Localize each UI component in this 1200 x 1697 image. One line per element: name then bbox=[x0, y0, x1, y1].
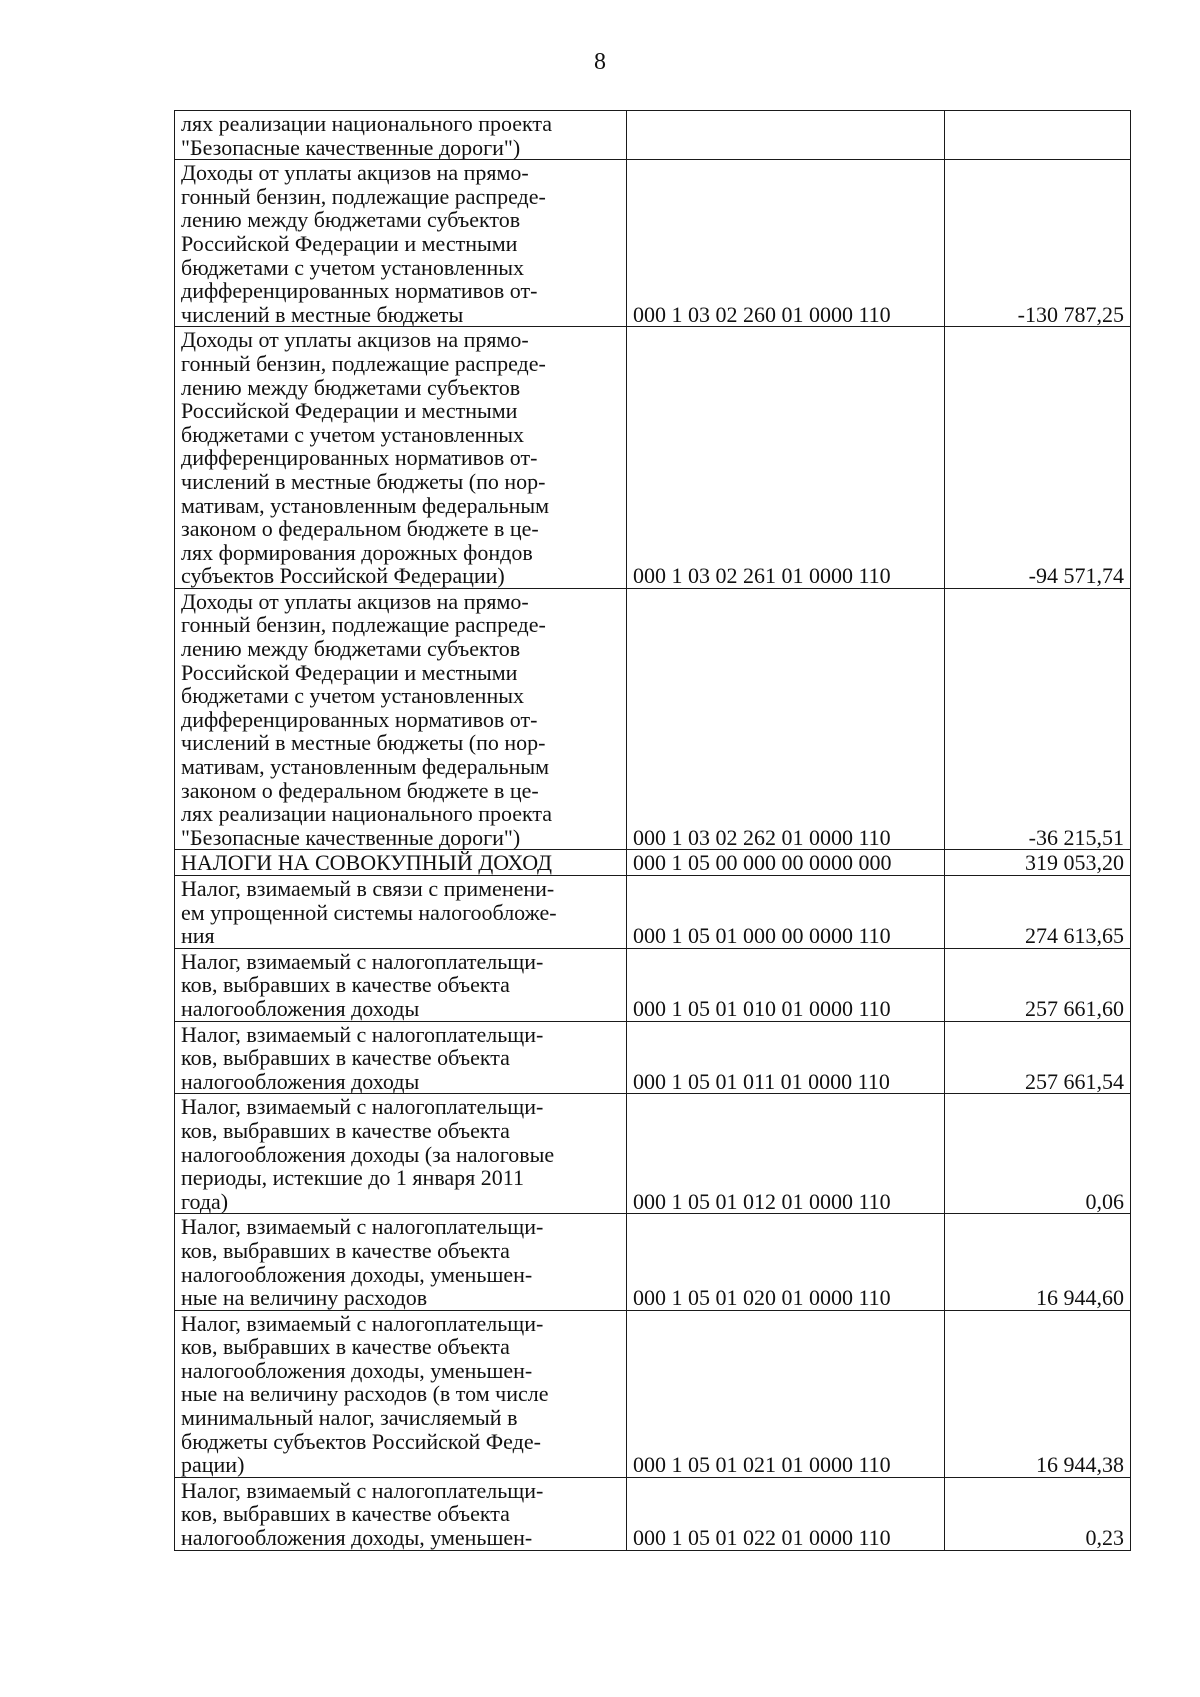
revenue-name-line: законом о федеральном бюджете в це- bbox=[181, 516, 539, 542]
revenue-name-line: Налог, взимаемый с налогоплательщи- bbox=[181, 1021, 544, 1047]
budget-code-cell: 000 1 05 01 011 01 0000 110 bbox=[627, 1021, 945, 1094]
revenue-name-line: ков, выбравших в качестве объекта bbox=[181, 1117, 510, 1143]
table-row bbox=[175, 1214, 1131, 1310]
revenue-name-line: ные на величину расходов bbox=[181, 1285, 428, 1311]
revenue-name-line: бюджетами с учетом установленных bbox=[181, 421, 524, 447]
revenue-name-line: Налог, взимаемый с налогоплательщи- bbox=[181, 1094, 544, 1120]
revenue-name-line: Российской Федерации и местными bbox=[181, 659, 518, 685]
budget-code-cell: 000 1 03 02 261 01 0000 110 bbox=[627, 327, 945, 589]
revenue-name-line: дифференцированных нормативов от- bbox=[181, 706, 538, 732]
revenue-name-line: бюджеты субъектов Российской Феде- bbox=[181, 1428, 541, 1454]
amount-cell: 274 613,65 bbox=[945, 876, 1131, 949]
amount-cell: 16 944,38 bbox=[945, 1310, 1131, 1477]
revenue-name-line: периоды, истекшие до 1 января 2011 bbox=[181, 1165, 524, 1191]
budget-code-cell: 000 1 05 01 022 01 0000 110 bbox=[627, 1477, 945, 1550]
amount-cell: -36 215,51 bbox=[945, 588, 1131, 850]
revenue-name-line: "Безопасные качественные дороги") bbox=[181, 824, 521, 850]
revenue-name-line: лению между бюджетами субъектов bbox=[181, 636, 521, 662]
revenue-name-line: Налог, взимаемый с налогоплательщи- bbox=[181, 1310, 544, 1336]
amount-cell: 0,23 bbox=[945, 1477, 1131, 1550]
revenue-name-line: числений в местные бюджеты (по нор- bbox=[181, 730, 546, 756]
revenue-name-line: Доходы от уплаты акцизов на прямо- bbox=[181, 588, 529, 614]
revenue-name-line: ем упрощенной системы налогообложе- bbox=[181, 899, 557, 925]
revenue-name-cell bbox=[175, 1094, 627, 1214]
revenue-name-line: лях реализации национального проекта bbox=[181, 111, 553, 136]
revenue-name-line: ков, выбравших в качестве объекта bbox=[181, 1237, 510, 1263]
amount-cell: 319 053,20 bbox=[945, 850, 1131, 876]
revenue-name-line: числений в местные бюджеты (по нор- bbox=[181, 468, 546, 494]
revenue-name-cell bbox=[175, 588, 627, 850]
budget-code-cell: 000 1 05 01 021 01 0000 110 bbox=[627, 1310, 945, 1477]
revenue-name-line: гонный бензин, подлежащие распреде- bbox=[181, 612, 546, 638]
revenue-name-line: лению между бюджетами субъектов bbox=[181, 207, 521, 233]
table-row bbox=[175, 876, 1131, 949]
revenue-name-line: ния bbox=[181, 923, 215, 949]
table-row bbox=[175, 327, 1131, 589]
revenue-name-line: дифференцированных нормативов от- bbox=[181, 445, 538, 471]
revenue-name-line: лях реализации национального проекта bbox=[181, 801, 553, 827]
budget-code-cell bbox=[627, 111, 945, 160]
revenue-name-cell bbox=[175, 327, 627, 589]
revenue-name-line: мативам, установленным федеральным bbox=[181, 492, 550, 518]
revenue-name-line: бюджетами с учетом установленных bbox=[181, 254, 524, 280]
revenue-table-body bbox=[175, 111, 1131, 1551]
revenue-name-line: дифференцированных нормативов от- bbox=[181, 278, 538, 304]
revenue-name-line: минимальный налог, зачисляемый в bbox=[181, 1405, 518, 1431]
revenue-name-line: мативам, установленным федеральным bbox=[181, 754, 550, 780]
revenue-name-line: Российской Федерации и местными bbox=[181, 398, 518, 424]
revenue-name-line: "Безопасные качественные дороги") bbox=[181, 134, 521, 160]
revenue-name-line: гонный бензин, подлежащие распреде- bbox=[181, 183, 546, 209]
revenue-name-line: ков, выбравших в качестве объекта bbox=[181, 972, 510, 998]
amount-cell: 16 944,60 bbox=[945, 1214, 1131, 1310]
revenue-name-cell bbox=[175, 1021, 627, 1094]
revenue-name-line: Налог, взимаемый в связи с применени- bbox=[181, 876, 555, 901]
budget-code-cell: 000 1 03 02 262 01 0000 110 bbox=[627, 588, 945, 850]
revenue-name-line: рации) bbox=[181, 1452, 245, 1478]
budget-code-cell: 000 1 05 00 000 00 0000 000 bbox=[627, 850, 945, 876]
budget-code-cell: 000 1 05 01 000 00 0000 110 bbox=[627, 876, 945, 949]
revenue-name-line: года) bbox=[181, 1188, 229, 1214]
revenue-name-line: Налог, взимаемый с налогоплательщи- bbox=[181, 1214, 544, 1240]
table-row bbox=[175, 588, 1131, 850]
revenue-name-line: налогообложения доходы (за налоговые bbox=[181, 1141, 555, 1167]
revenue-name-line: Российской Федерации и местными bbox=[181, 230, 518, 256]
revenue-name-cell bbox=[175, 1214, 627, 1310]
revenue-name-cell bbox=[175, 1477, 627, 1550]
table-row bbox=[175, 1094, 1131, 1214]
revenue-name-line: ков, выбравших в качестве объекта bbox=[181, 1334, 510, 1360]
budget-code-cell: 000 1 05 01 020 01 0000 110 bbox=[627, 1214, 945, 1310]
revenue-name-line: налогообложения доходы, уменьшен- bbox=[181, 1261, 533, 1287]
revenue-name-line: налогообложения доходы, уменьшен- bbox=[181, 1357, 533, 1383]
revenue-name-line: НАЛОГИ НА СОВОКУПНЫЙ ДОХОД bbox=[181, 850, 552, 876]
revenue-name-line: налогообложения доходы bbox=[181, 995, 420, 1021]
revenue-name-line: ков, выбравших в качестве объекта bbox=[181, 1045, 510, 1071]
amount-cell: 0,06 bbox=[945, 1094, 1131, 1214]
revenue-name-line: лению между бюджетами субъектов bbox=[181, 374, 521, 400]
revenue-name-line: Доходы от уплаты акцизов на прямо- bbox=[181, 327, 529, 353]
revenue-name-line: бюджетами с учетом установленных bbox=[181, 683, 524, 709]
revenue-name-line: Налог, взимаемый с налогоплательщи- bbox=[181, 1477, 544, 1503]
revenue-name-cell bbox=[175, 850, 627, 876]
budget-code-cell: 000 1 05 01 012 01 0000 110 bbox=[627, 1094, 945, 1214]
revenue-name-line: законом о федеральном бюджете в це- bbox=[181, 777, 539, 803]
table-row bbox=[175, 850, 1131, 876]
page-number: 8 bbox=[594, 49, 606, 75]
revenue-name-line: налогообложения доходы bbox=[181, 1068, 420, 1094]
table-row bbox=[175, 111, 1131, 160]
table-row bbox=[175, 160, 1131, 327]
revenue-name-line: Доходы от уплаты акцизов на прямо- bbox=[181, 160, 529, 186]
revenue-name-cell bbox=[175, 876, 627, 949]
revenue-table bbox=[174, 110, 1131, 1551]
revenue-name-line: ные на величину расходов (в том числе bbox=[181, 1381, 549, 1407]
amount-cell: 257 661,60 bbox=[945, 948, 1131, 1021]
amount-cell: -94 571,74 bbox=[945, 327, 1131, 589]
revenue-name-cell bbox=[175, 1310, 627, 1477]
revenue-name-line: гонный бензин, подлежащие распреде- bbox=[181, 350, 546, 376]
table-row bbox=[175, 1310, 1131, 1477]
revenue-name-line: числений в местные бюджеты bbox=[181, 301, 464, 327]
revenue-name-line: Налог, взимаемый с налогоплательщи- bbox=[181, 948, 544, 974]
revenue-name-line: налогообложения доходы, уменьшен- bbox=[181, 1525, 533, 1551]
amount-cell bbox=[945, 111, 1131, 160]
table-row bbox=[175, 948, 1131, 1021]
revenue-name-line: субъектов Российской Федерации) bbox=[181, 563, 505, 589]
amount-cell: -130 787,25 bbox=[945, 160, 1131, 327]
revenue-name-cell bbox=[175, 948, 627, 1021]
table-row bbox=[175, 1021, 1131, 1094]
revenue-name-line: лях формирования дорожных фондов bbox=[181, 539, 533, 565]
revenue-name-cell bbox=[175, 160, 627, 327]
amount-cell: 257 661,54 bbox=[945, 1021, 1131, 1094]
budget-code-cell: 000 1 03 02 260 01 0000 110 bbox=[627, 160, 945, 327]
table-row bbox=[175, 1477, 1131, 1550]
revenue-name-line: ков, выбравших в качестве объекта bbox=[181, 1501, 510, 1527]
revenue-name-cell bbox=[175, 111, 627, 160]
budget-code-cell: 000 1 05 01 010 01 0000 110 bbox=[627, 948, 945, 1021]
